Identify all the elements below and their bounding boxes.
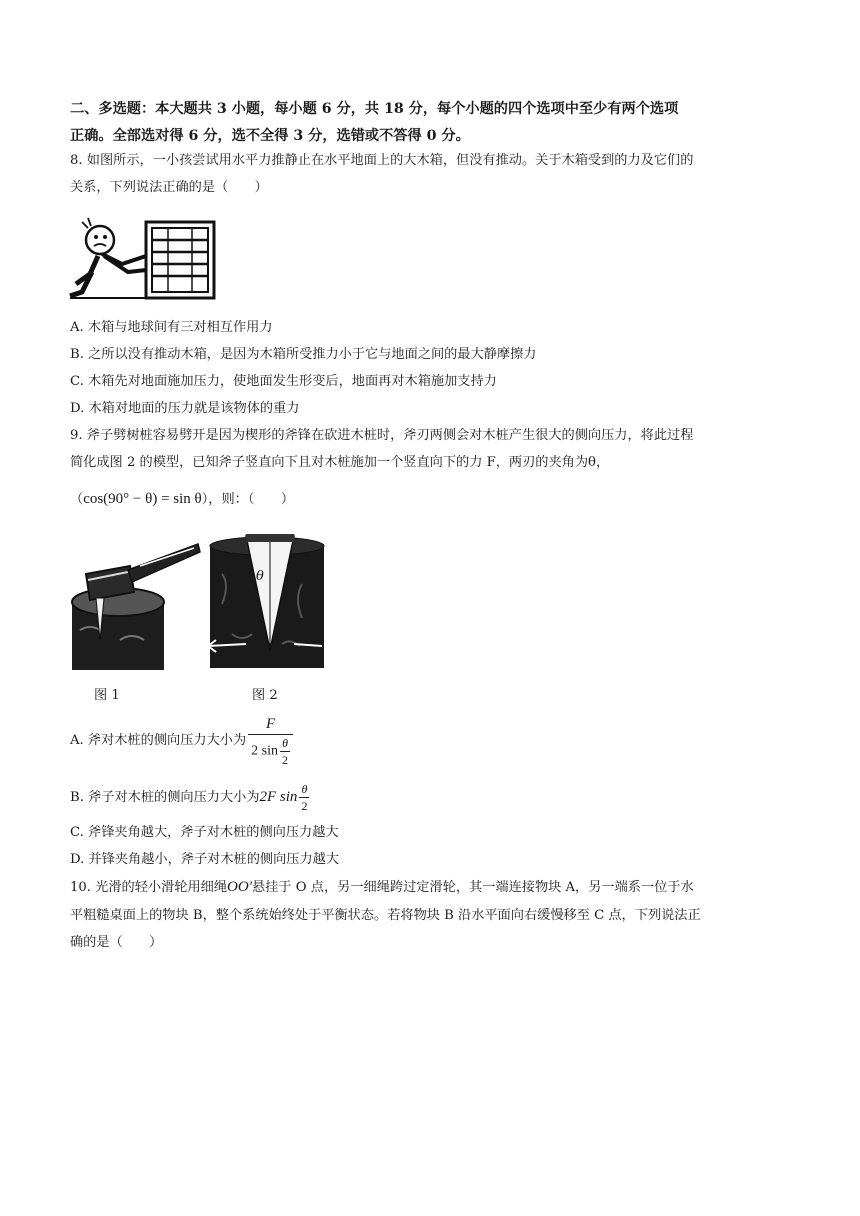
section-title-line2: 正确。全部选对得 6 分，选不全得 3 分，选错或不答得 0 分。 bbox=[70, 128, 470, 144]
q9-stem-line2: 简化成图 2 的模型，已知斧子竖直向下且对木桩施加一个竖直向下的力 F，两刃的夹角为θ， bbox=[70, 455, 610, 470]
q8-option-a: A. 木箱与地球间有三对相互作用力 bbox=[70, 320, 273, 335]
wedge-angle-label: θ bbox=[256, 569, 264, 584]
b-half-angle-den: 2 bbox=[301, 799, 308, 813]
q9-option-a-numerator: F bbox=[248, 714, 293, 735]
fig2-caption: 图 2 bbox=[252, 688, 278, 703]
half-angle-den: 2 bbox=[282, 752, 289, 767]
q9-option-d: D. 并锋夹角越小，斧子对木桩的侧向压力越大 bbox=[70, 852, 340, 867]
q10-stem-line3: 确的是（ ） bbox=[70, 935, 163, 950]
q10-stem-line2: 平粗糙桌面上的物块 B，整个系统始终处于平衡状态。若将物块 B 沿水平面向右缓慢移至 C 点，下列说法正 bbox=[70, 908, 701, 923]
q9-formula: cos(90° − θ) = sin θ bbox=[83, 491, 202, 507]
q10-rope-symbol: OO′ bbox=[227, 879, 252, 895]
q9-option-b-half-angle bbox=[299, 781, 309, 814]
q8-option-d: D. 木箱对地面的压力就是该物体的重力 bbox=[70, 401, 300, 416]
q8-stem-line2: 关系，下列说法正确的是（ ） bbox=[70, 180, 268, 195]
q8-option-b: B. 之所以没有推动木箱，是因为木箱所受推力小于它与地面之间的最大静摩擦力 bbox=[70, 347, 537, 362]
q9-option-a-denominator bbox=[248, 735, 293, 768]
q9-option-b-expr: 2F sin bbox=[259, 789, 298, 805]
q9-option-a bbox=[70, 711, 295, 771]
q9-option-a-text: A. 斧对木桩的侧向压力大小为 bbox=[70, 733, 247, 748]
q9-option-b bbox=[70, 777, 309, 817]
q10-stem-part-b: 悬挂于 O 点，另一细绳跨过定滑轮，其一端连接物块 A，另一端系一位于水 bbox=[252, 880, 694, 895]
b-half-angle-num: θ bbox=[299, 781, 309, 798]
q9-option-a-half-angle bbox=[280, 735, 290, 768]
wedge-model-figure-2 bbox=[202, 534, 328, 674]
q10-stem-part-a: 10. 光滑的轻小滑轮用细绳 bbox=[70, 880, 228, 895]
axe-stump-figure-1 bbox=[70, 540, 202, 672]
q9-stem-line1: 9. 斧子劈树桩容易劈开是因为楔形的斧锋在砍进木桩时，斧刃两侧会对木桩产生很大的侧向压力，将此过程 bbox=[70, 428, 694, 443]
fig1-caption: 图 1 bbox=[94, 688, 120, 703]
half-angle-num: θ bbox=[280, 735, 290, 752]
q9-option-a-den-prefix: 2 sin bbox=[251, 743, 279, 759]
section-title-line1: 二、多选题：本大题共 3 小题，每小题 6 分，共 18 分，每个小题的四个选项中至少有两个选项 bbox=[70, 101, 679, 117]
q9-option-a-fraction bbox=[248, 714, 293, 768]
q9-formula-line bbox=[70, 489, 294, 510]
q8-stem-line1: 8. 如图所示，一小孩尝试用水平力推静止在水平地面上的大木箱，但没有推动。关于木箱受到的力及它们的 bbox=[70, 153, 694, 168]
q9-formula-open: （ bbox=[70, 492, 84, 507]
q8-option-c: C. 木箱先对地面施加压力，使地面发生形变后，地面再对木箱施加支持力 bbox=[70, 374, 497, 389]
q10-stem-line1 bbox=[70, 877, 694, 898]
child-pushing-crate-figure bbox=[68, 212, 220, 304]
q9-option-b-text: B. 斧子对木桩的侧向压力大小为 bbox=[70, 790, 260, 805]
q9-option-c: C. 斧锋夹角越大，斧子对木桩的侧向压力越大 bbox=[70, 825, 339, 840]
q9-formula-tail: ），则：（ ） bbox=[201, 492, 295, 507]
